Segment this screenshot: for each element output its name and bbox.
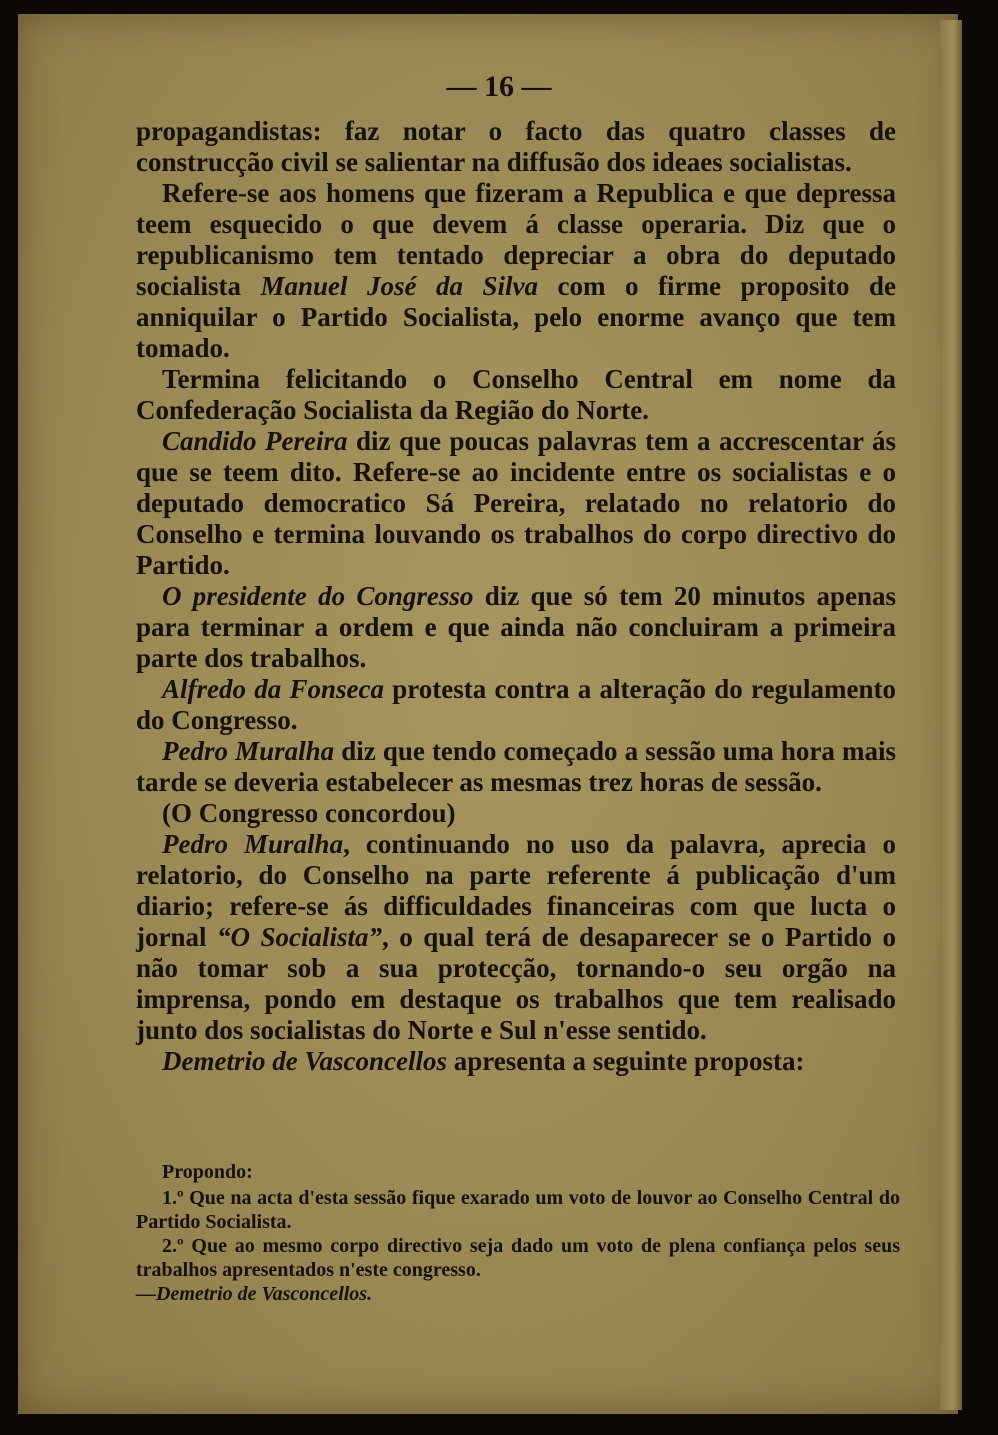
speaker-name: O presidente do Congresso — [162, 581, 474, 611]
paragraph-text: Termina felicitando o Conselho Central em nome da Confederação Socialista da Região do Norte. — [136, 364, 896, 425]
body-text — [136, 116, 896, 1077]
paragraph-text: propagandistas: faz notar o facto das quatro classes de construcção civil se salientar na diffusão dos ideaes socialistas. — [136, 116, 896, 177]
paragraph-text: protesta contra a alteração do regulamento do Congresso. — [136, 674, 897, 735]
paragraph-text: diz que tendo começado a sessão uma hora mais tarde se deveria estabelecer as mesmas trez horas de sessão. — [136, 736, 896, 797]
paragraph — [136, 581, 896, 674]
proposal-block — [136, 1160, 900, 1306]
paragraph — [136, 829, 896, 1046]
journal-name: “O Socialista” — [216, 922, 382, 952]
paragraph-text: diz que só tem 20 minutos apenas para terminar a ordem e que ainda não concluiram a primeira parte dos trabalhos. — [136, 581, 897, 673]
paragraph — [136, 178, 896, 364]
speaker-name: Candido Pereira — [162, 426, 348, 456]
paragraph-text: diz que poucas palavras tem a accrescentar ás que se teem dito. Refere-se ao incidente entre os socialistas e o deputado democratico Sá Pereira, relatado no relatorio do Conselho e termina louvando os trabalhos do corpo directivo do Partido. — [136, 426, 896, 580]
proposal-heading: Propondo: — [162, 1161, 253, 1183]
paragraph — [136, 798, 896, 829]
proposal-signature: —Demetrio de Vasconcellos. — [136, 1283, 373, 1305]
paragraph-text: Refere-se aos homens que fizeram a Republica e que depressa teem esquecido o que devem á classe operaria. Diz que o republicanismo tem tentado depreciar a obra do deputado socialista — [136, 178, 896, 301]
speaker-name: Pedro Muralha — [162, 736, 335, 766]
person-name: Manuel José da Silva — [260, 271, 539, 301]
paragraph-text: com o firme proposito de anniquilar o Partido Socialista, pelo enorme avanço que tem tomado. — [136, 271, 896, 363]
paragraph-text: , continuando no uso da palavra, aprecia o relatorio, do Conselho na parte referente á publicação d'um diario; refere-se ás difficuldades financeiras com que lucta o jornal — [136, 829, 896, 952]
paragraph — [136, 1046, 896, 1077]
paragraph — [136, 116, 896, 178]
speaker-name: Demetrio de Vasconcellos — [162, 1046, 447, 1076]
paragraph-text: apresenta a seguinte proposta: — [446, 1046, 805, 1076]
paragraph — [136, 364, 896, 426]
paragraph — [136, 674, 896, 736]
page-fold-edge — [940, 20, 962, 1410]
paragraph-text: , o qual terá de desaparecer se o Partido o não tomar sob a sua protecção, tornando-o seu orgão na imprensa, pondo em destaque os trabalhos que tem realisado junto dos socialistas do Norte e Sul n'esse sentido. — [136, 922, 897, 1045]
proposal-item: 2.º Que ao mesmo corpo directivo seja dado um voto de plena confiança pelos seus trabalhos apresentados n'este congresso. — [136, 1235, 900, 1281]
page-number: — 16 — — [446, 70, 552, 103]
paragraph — [136, 426, 896, 581]
paragraph-text: (O Congresso concordou) — [162, 798, 456, 828]
speaker-name: Alfredo da Fonseca — [162, 674, 385, 704]
speaker-name: Pedro Muralha — [162, 829, 344, 859]
proposal-item: 1.º Que na acta d'esta sessão fique exarado um voto de louvor ao Conselho Central do Partido Socialista. — [136, 1187, 900, 1233]
paragraph — [136, 736, 896, 798]
